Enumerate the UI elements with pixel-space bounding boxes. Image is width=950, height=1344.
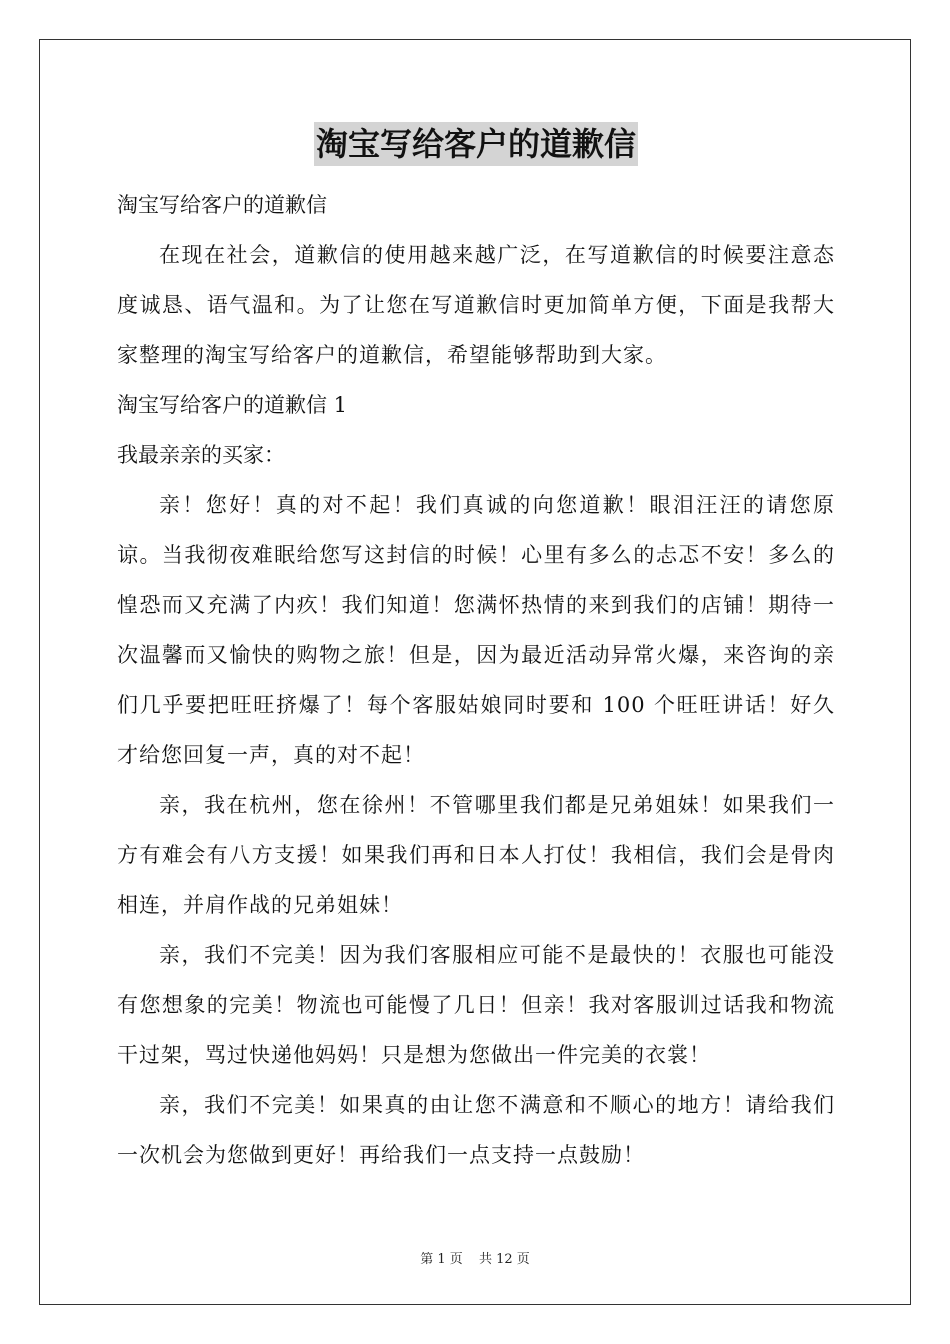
page-total: 共 12 页	[478, 1252, 530, 1267]
body-paragraph-3: 亲，我们不完美！因为我们客服相应可能不是最快的！衣服也可能没有您想象的完美！物流也可能慢了几日！但亲！我对客服训过话我和物流干过架，骂过快递他妈妈！只是想为您做出一件完美的衣裳！	[117, 943, 835, 1067]
body-paragraph-2: 亲，我在杭州，您在徐州！不管哪里我们都是兄弟姐妹！如果我们一方有难会有八方支援！如果我们再和日本人打仗！我相信，我们会是骨肉相连，并肩作战的兄弟姐妹！	[117, 793, 835, 917]
body-paragraph-1: 亲！您好！真的对不起！我们真诚的向您道歉！眼泪汪汪的请您原谅。当我彻夜难眠给您写这封信的时候！心里有多么的忐忑不安！多么的惶恐而又充满了内疚！我们知道！您满怀热情的来到我们的店铺！期待一次温馨而又愉快的购物之旅！但是，因为最近活动异常火爆，来咨询的亲们几乎要把旺旺挤爆了！每个客服姑娘同时要和 100 个旺旺讲话！好久才给您回复一声，真的对不起！	[117, 493, 835, 767]
body-paragraph-4: 亲，我们不完美！如果真的由让您不满意和不顺心的地方！请给我们一次机会为您做到更好！再给我们一点支持一点鼓励！	[117, 1093, 835, 1167]
section-heading: 淘宝写给客户的道歉信 1	[117, 393, 348, 417]
subtitle-line: 淘宝写给客户的道歉信	[117, 193, 327, 217]
title-container	[117, 122, 835, 172]
intro-paragraph: 在现在社会，道歉信的使用越来越广泛，在写道歉信的时候要注意态度诚恳、语气温和。为了让您在写道歉信时更加简单方便，下面是我帮大家整理的淘宝写给客户的道歉信，希望能够帮助到大家。	[117, 243, 835, 367]
page-footer	[0, 1248, 950, 1267]
page-number: 第 1 页	[420, 1252, 463, 1267]
document-title: 淘宝写给客户的道歉信	[314, 122, 638, 166]
salutation: 我最亲亲的买家：	[117, 443, 285, 467]
document-body	[117, 122, 835, 1180]
